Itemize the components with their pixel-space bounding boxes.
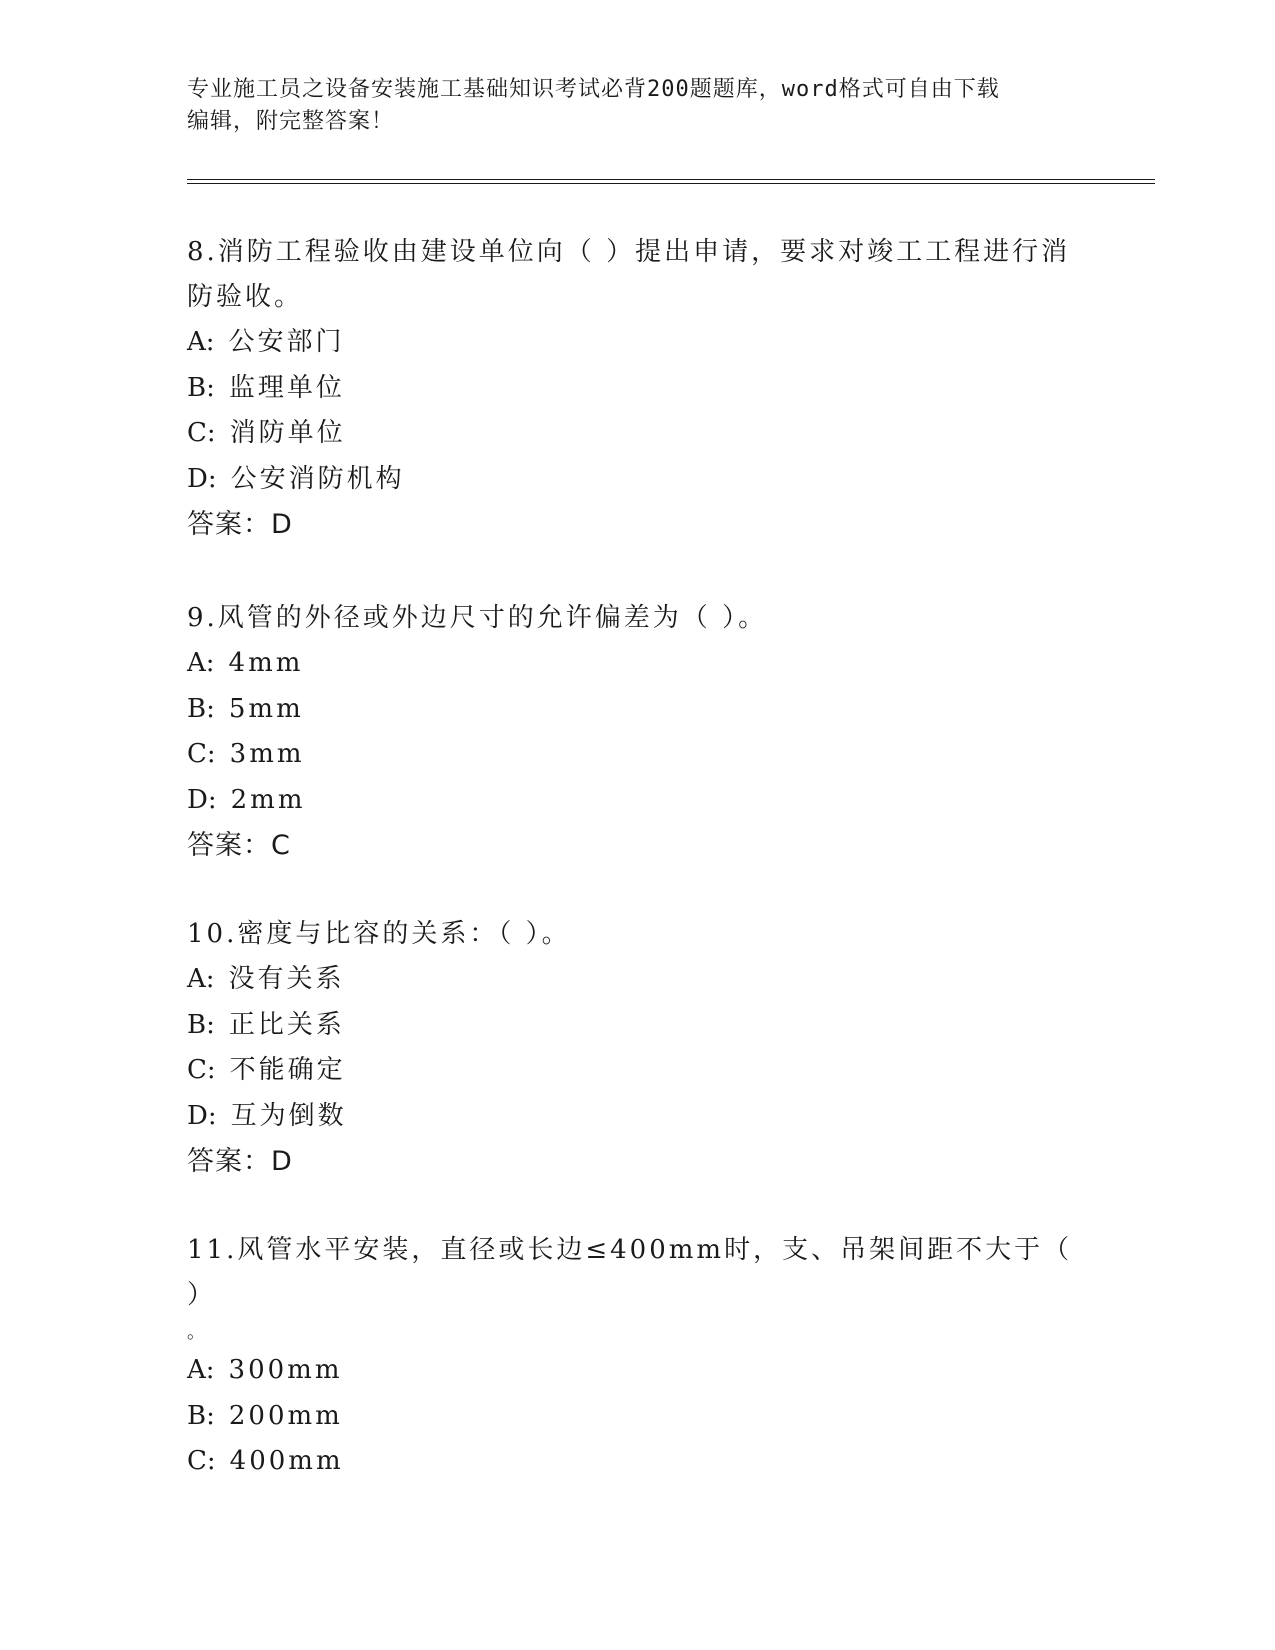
option-letter: C <box>187 739 207 769</box>
option-letter: A <box>187 964 206 994</box>
option-letter: C <box>187 1446 207 1476</box>
answer-value: D <box>271 509 293 540</box>
option-a <box>187 320 1087 366</box>
option-separator: : <box>205 327 215 357</box>
option-letter: D <box>187 463 208 494</box>
option-letter: C <box>187 1055 207 1085</box>
question-stem-continued: 防验收。 <box>187 282 304 312</box>
option-separator: : <box>207 1100 217 1131</box>
question-stem-continued: 。 <box>187 1322 205 1343</box>
question-8 <box>187 230 1087 548</box>
option-separator: : <box>206 418 216 448</box>
question-stem: 8.消防工程验收由建设单位向（ ）提出申请，要求对竣工工程进行消 <box>187 237 1071 267</box>
option-separator: : <box>206 739 216 769</box>
option-a <box>187 1348 1087 1394</box>
option-text: 5mm <box>228 693 304 724</box>
option-letter: A <box>187 648 206 678</box>
option-separator: : <box>206 1400 215 1431</box>
option-separator: : <box>206 693 215 724</box>
answer-value: C <box>271 830 291 861</box>
option-letter: D <box>187 1100 208 1131</box>
header-divider-top <box>187 179 1155 180</box>
option-text: 300mm <box>228 1355 343 1385</box>
option-text: 4mm <box>228 648 304 678</box>
option-d <box>187 1094 1087 1140</box>
answer-label: 答案： <box>187 1146 271 1177</box>
option-b <box>187 366 1087 412</box>
option-text: 监理单位 <box>228 372 345 403</box>
option-separator: : <box>206 372 215 403</box>
option-separator: : <box>206 1055 216 1085</box>
option-text: 200mm <box>228 1400 343 1431</box>
option-separator: : <box>205 964 215 994</box>
option-separator: : <box>207 463 217 494</box>
answer-line <box>187 502 1087 548</box>
option-text: 消防单位 <box>229 418 346 448</box>
option-text: 3mm <box>229 739 305 769</box>
option-text: 2mm <box>230 784 306 815</box>
option-text: 公安部门 <box>228 327 345 357</box>
option-letter: D <box>187 784 208 815</box>
question-stem: 9.风管的外径或外边尺寸的允许偏差为（ ）。 <box>187 603 768 633</box>
header-divider-bottom <box>187 183 1155 184</box>
option-c <box>187 1048 1087 1094</box>
option-letter: B <box>187 372 207 403</box>
option-a <box>187 641 1087 687</box>
header-line-2: 编辑，附完整答案！ <box>187 109 395 134</box>
question-11 <box>187 1228 1087 1485</box>
option-text: 不能确定 <box>229 1055 346 1085</box>
question-stem: 10.密度与比容的关系：（ ）。 <box>187 919 571 949</box>
option-separator: : <box>207 784 217 815</box>
option-d <box>187 457 1087 503</box>
question-10 <box>187 912 1087 1185</box>
question-9 <box>187 596 1087 869</box>
question-stem: 11.风管水平安装，直径或长边≤400mm时，支、吊架间距不大于（ ） <box>187 1235 1073 1310</box>
option-text: 400mm <box>229 1446 344 1476</box>
option-b <box>187 1003 1087 1049</box>
option-separator: : <box>205 1355 215 1385</box>
option-c <box>187 411 1087 457</box>
option-letter: A <box>187 1355 206 1385</box>
option-separator: : <box>206 1446 216 1476</box>
option-letter: C <box>187 418 207 448</box>
answer-label: 答案： <box>187 830 271 861</box>
answer-value: D <box>271 1146 293 1177</box>
answer-label: 答案： <box>187 509 271 540</box>
option-b <box>187 1394 1087 1440</box>
option-separator: : <box>205 648 215 678</box>
option-c <box>187 1439 1087 1485</box>
option-letter: B <box>187 1400 207 1431</box>
header-line-1: 专业施工员之设备安装施工基础知识考试必背200题题库，word格式可自由下载 <box>187 77 1000 102</box>
option-text: 正比关系 <box>228 1009 345 1040</box>
option-separator: : <box>206 1009 215 1040</box>
option-c <box>187 732 1087 778</box>
document-header <box>187 74 1087 138</box>
option-text: 互为倒数 <box>230 1100 347 1131</box>
option-text: 公安消防机构 <box>230 463 405 494</box>
answer-line <box>187 823 1087 869</box>
option-text: 没有关系 <box>228 964 345 994</box>
option-a <box>187 957 1087 1003</box>
option-letter: B <box>187 693 207 724</box>
answer-line <box>187 1139 1087 1185</box>
option-d <box>187 778 1087 824</box>
option-letter: A <box>187 327 206 357</box>
option-letter: B <box>187 1009 207 1040</box>
option-b <box>187 687 1087 733</box>
